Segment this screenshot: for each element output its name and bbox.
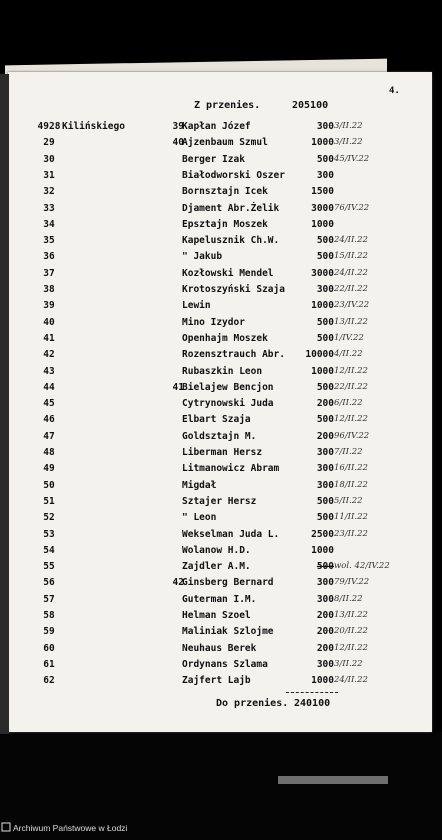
person-name: Kozłowski Mendel — [182, 267, 274, 279]
row-number: 49 — [43, 463, 55, 475]
table-row — [0, 366, 424, 382]
handwritten-note: 18/II.22 — [334, 479, 368, 490]
row-number: 54 — [43, 544, 55, 556]
table-row — [0, 203, 424, 219]
handwritten-note: 22/II.22 — [334, 284, 368, 294]
amount: 300 — [316, 447, 334, 458]
table-row — [0, 545, 424, 561]
person-name: Cytrynowski Juda — [182, 398, 274, 410]
handwritten-note: 79/IV.22 — [334, 577, 370, 588]
person-name: " Leon — [182, 512, 217, 524]
amount: 500 — [316, 414, 334, 426]
amount: 1000 — [311, 300, 334, 312]
amount: 500 — [316, 495, 334, 507]
table-row — [0, 496, 424, 512]
handwritten-note: 13/II.22 — [334, 610, 368, 620]
person-name: Kapelusznik Ch.W. — [182, 235, 280, 247]
amount: 200 — [316, 430, 334, 442]
amount: 300 — [316, 479, 334, 491]
amount: 500 — [316, 316, 334, 328]
person-name: Białodworski Oszer — [182, 169, 285, 181]
page-number: 4. — [389, 86, 400, 96]
amount: 300 — [316, 121, 334, 132]
amount: 1000 — [311, 137, 334, 149]
amount: 1000 — [311, 544, 334, 556]
handwritten-note: 23/IV.22 — [334, 300, 370, 311]
handwritten-note: 1/IV.22 — [334, 332, 364, 343]
row-number: 32 — [43, 186, 55, 198]
row-number: 46 — [43, 414, 55, 426]
handwritten-note: 24/II.22 — [334, 675, 368, 686]
amount: 300 — [316, 577, 334, 589]
table-row — [0, 333, 424, 349]
carried-to-amount: 240100 — [294, 698, 331, 709]
person-name: Kapłan Józef — [182, 121, 251, 132]
handwritten-note: 3/II.22 — [334, 137, 363, 148]
scanner-bar — [278, 776, 388, 784]
row-number: 50 — [43, 479, 55, 491]
amount: 3000 — [311, 267, 334, 279]
handwritten-note: 45/IV.22 — [334, 153, 370, 164]
handwritten-note: 22/II.22 — [334, 381, 368, 392]
person-name: Helman Szoel — [182, 610, 251, 621]
house-number: 42 — [172, 577, 184, 589]
table-row — [0, 137, 424, 153]
amount: 500 — [316, 381, 334, 393]
row-number: 4928 — [37, 121, 61, 132]
archive-label: Archiwum Państwowe w Łodzi — [13, 823, 128, 833]
row-number: 38 — [43, 284, 55, 295]
carried-from-label: Z przenies. — [194, 100, 261, 111]
table-row — [0, 529, 424, 545]
row-number: 62 — [43, 675, 55, 687]
amount: 200 — [316, 610, 334, 621]
amount: 300 — [316, 284, 334, 295]
amount: 300 — [316, 463, 334, 475]
person-name: Rozensztrauch Abr. — [182, 349, 285, 361]
person-name: Sztajer Hersz — [182, 495, 257, 507]
row-number: 53 — [43, 528, 55, 540]
street-name: Kilińskiego — [62, 121, 125, 132]
person-name: " Jakub — [182, 251, 223, 263]
amount: 300 — [316, 593, 334, 605]
person-name: Krotoszyński Szaja — [182, 284, 285, 295]
handwritten-note: 20/II.22 — [334, 626, 368, 637]
table-row — [0, 398, 424, 414]
row-number: 43 — [43, 365, 55, 377]
person-name: Wolanow H.D. — [182, 544, 251, 556]
table-row — [0, 626, 424, 642]
row-number: 40 — [43, 316, 55, 328]
person-name: Rubaszkin Leon — [182, 365, 263, 377]
amount: 1500 — [311, 186, 334, 198]
archive-logo-icon — [1, 822, 11, 832]
handwritten-note: 6/II.22 — [334, 398, 363, 409]
table-row — [0, 447, 424, 463]
house-number: 39 — [172, 121, 184, 132]
handwritten-note: 24/II.22 — [334, 235, 368, 246]
person-name: Bornsztajn Icek — [182, 186, 268, 198]
person-name: Elbart Szaja — [182, 414, 251, 426]
handwritten-note: 24/II.22 — [334, 267, 368, 278]
table-row — [0, 317, 424, 333]
row-number: 37 — [43, 267, 55, 279]
person-name: Maliniak Szlojme — [182, 626, 274, 638]
handwritten-note: 3/II.22 — [334, 121, 363, 131]
carried-to-label: Do przenies. — [216, 698, 289, 709]
table-row — [0, 431, 424, 447]
person-name: Neuhaus Berek — [182, 642, 257, 654]
person-name: Litmanowicz Abram — [182, 463, 280, 475]
table-row — [0, 577, 424, 593]
person-name: Bielajew Bencjon — [182, 381, 274, 393]
house-number: 40 — [172, 137, 184, 149]
person-name: Zajfert Lajb — [182, 675, 251, 687]
table-row — [0, 154, 424, 170]
table-row — [0, 382, 424, 398]
handwritten-note: 3/II.22 — [334, 658, 363, 669]
person-name: Wekselman Juda L. — [182, 528, 280, 540]
row-number: 47 — [43, 430, 55, 442]
person-name: Liberman Hersz — [182, 447, 263, 458]
table-row — [0, 463, 424, 479]
handwritten-note: 5/II.22 — [334, 495, 363, 506]
amount: 500 — [316, 561, 334, 573]
row-number: 41 — [43, 332, 55, 344]
handwritten-note: 13/II.22 — [334, 316, 368, 327]
table-row — [0, 251, 424, 267]
house-number: 41 — [172, 381, 184, 393]
table-row — [0, 300, 424, 316]
amount: 1000 — [311, 675, 334, 687]
person-name: Ajzenbaum Szmul — [182, 137, 268, 149]
amount: 10000 — [305, 349, 334, 361]
amount: 500 — [316, 153, 334, 165]
table-row — [0, 675, 424, 691]
table-row — [0, 284, 424, 300]
row-number: 60 — [43, 642, 55, 654]
handwritten-note: 23/II.22 — [334, 528, 368, 539]
amount: 500 — [316, 512, 334, 524]
amount: 500 — [316, 332, 334, 344]
amount: 500 — [316, 235, 334, 247]
row-number: 58 — [43, 610, 55, 621]
person-name: Berger Izak — [182, 153, 245, 165]
row-number: 31 — [43, 169, 55, 181]
amount: 200 — [316, 398, 334, 410]
amount: 1000 — [311, 218, 334, 230]
amount: 500 — [316, 251, 334, 263]
person-name: Mino Izydor — [182, 316, 245, 328]
handwritten-note: 12/II.22 — [334, 365, 368, 376]
row-number: 56 — [43, 577, 55, 589]
handwritten-note: 16/II.22 — [334, 463, 368, 474]
handwritten-note: 4/II.22 — [334, 349, 363, 360]
table-row — [0, 594, 424, 610]
handwritten-note: 96/IV.22 — [334, 430, 370, 441]
row-number: 57 — [43, 593, 55, 605]
row-number: 45 — [43, 398, 55, 410]
table-row — [0, 121, 424, 137]
person-name: Migdał — [182, 479, 217, 491]
amount: 1000 — [311, 365, 334, 377]
handwritten-note: 11/II.22 — [334, 512, 368, 523]
person-name: Lewin — [182, 300, 211, 312]
table-row — [0, 170, 424, 186]
table-row — [0, 268, 424, 284]
row-number: 35 — [43, 235, 55, 247]
person-name: Ginsberg Bernard — [182, 577, 274, 589]
row-number: 59 — [43, 626, 55, 638]
sum-line — [286, 692, 338, 693]
amount: 200 — [316, 642, 334, 654]
row-number: 51 — [43, 495, 55, 507]
table-row — [0, 561, 424, 577]
table-row — [0, 219, 424, 235]
amount: 200 — [316, 626, 334, 638]
handwritten-note: 7/II.22 — [334, 447, 363, 457]
person-name: Zajdler A.M. — [182, 561, 251, 573]
row-number: 48 — [43, 447, 55, 458]
row-number: 36 — [43, 251, 55, 263]
amount: 2500 — [311, 528, 334, 540]
amount: 300 — [316, 169, 334, 181]
table-row — [0, 480, 424, 496]
table-row — [0, 235, 424, 251]
handwritten-note: 8/II.22 — [334, 593, 363, 604]
row-number: 33 — [43, 202, 55, 214]
row-number: 29 — [43, 137, 55, 149]
row-number: 52 — [43, 512, 55, 524]
amount: 300 — [316, 658, 334, 670]
table-row — [0, 512, 424, 528]
person-name: Guterman I.M. — [182, 593, 257, 605]
person-name: Ordynans Szlama — [182, 658, 268, 670]
handwritten-note: wol. 42/IV.22 — [334, 561, 390, 572]
row-number: 44 — [43, 381, 55, 393]
amount: 3000 — [311, 202, 334, 214]
handwritten-note: 12/II.22 — [334, 642, 368, 653]
row-number: 39 — [43, 300, 55, 312]
row-number: 61 — [43, 658, 55, 670]
handwritten-note: 15/II.22 — [334, 251, 368, 262]
carried-from-amount: 205100 — [292, 100, 329, 111]
person-name: Djament Abr.Żelik — [182, 202, 280, 214]
row-number: 30 — [43, 153, 55, 165]
handwritten-note: 12/II.22 — [334, 414, 368, 425]
table-row — [0, 643, 424, 659]
row-number: 42 — [43, 349, 55, 361]
person-name: Goldsztajn M. — [182, 430, 257, 442]
table-row — [0, 414, 424, 430]
handwritten-note: 76/IV.22 — [334, 202, 370, 213]
person-name: Epsztajn Moszek — [182, 218, 268, 230]
table-row — [0, 610, 424, 626]
row-number: 55 — [43, 561, 55, 573]
person-name: Openhajm Moszek — [182, 332, 268, 344]
table-row — [0, 349, 424, 365]
table-row — [0, 186, 424, 202]
row-number: 34 — [43, 218, 55, 230]
table-row — [0, 659, 424, 675]
